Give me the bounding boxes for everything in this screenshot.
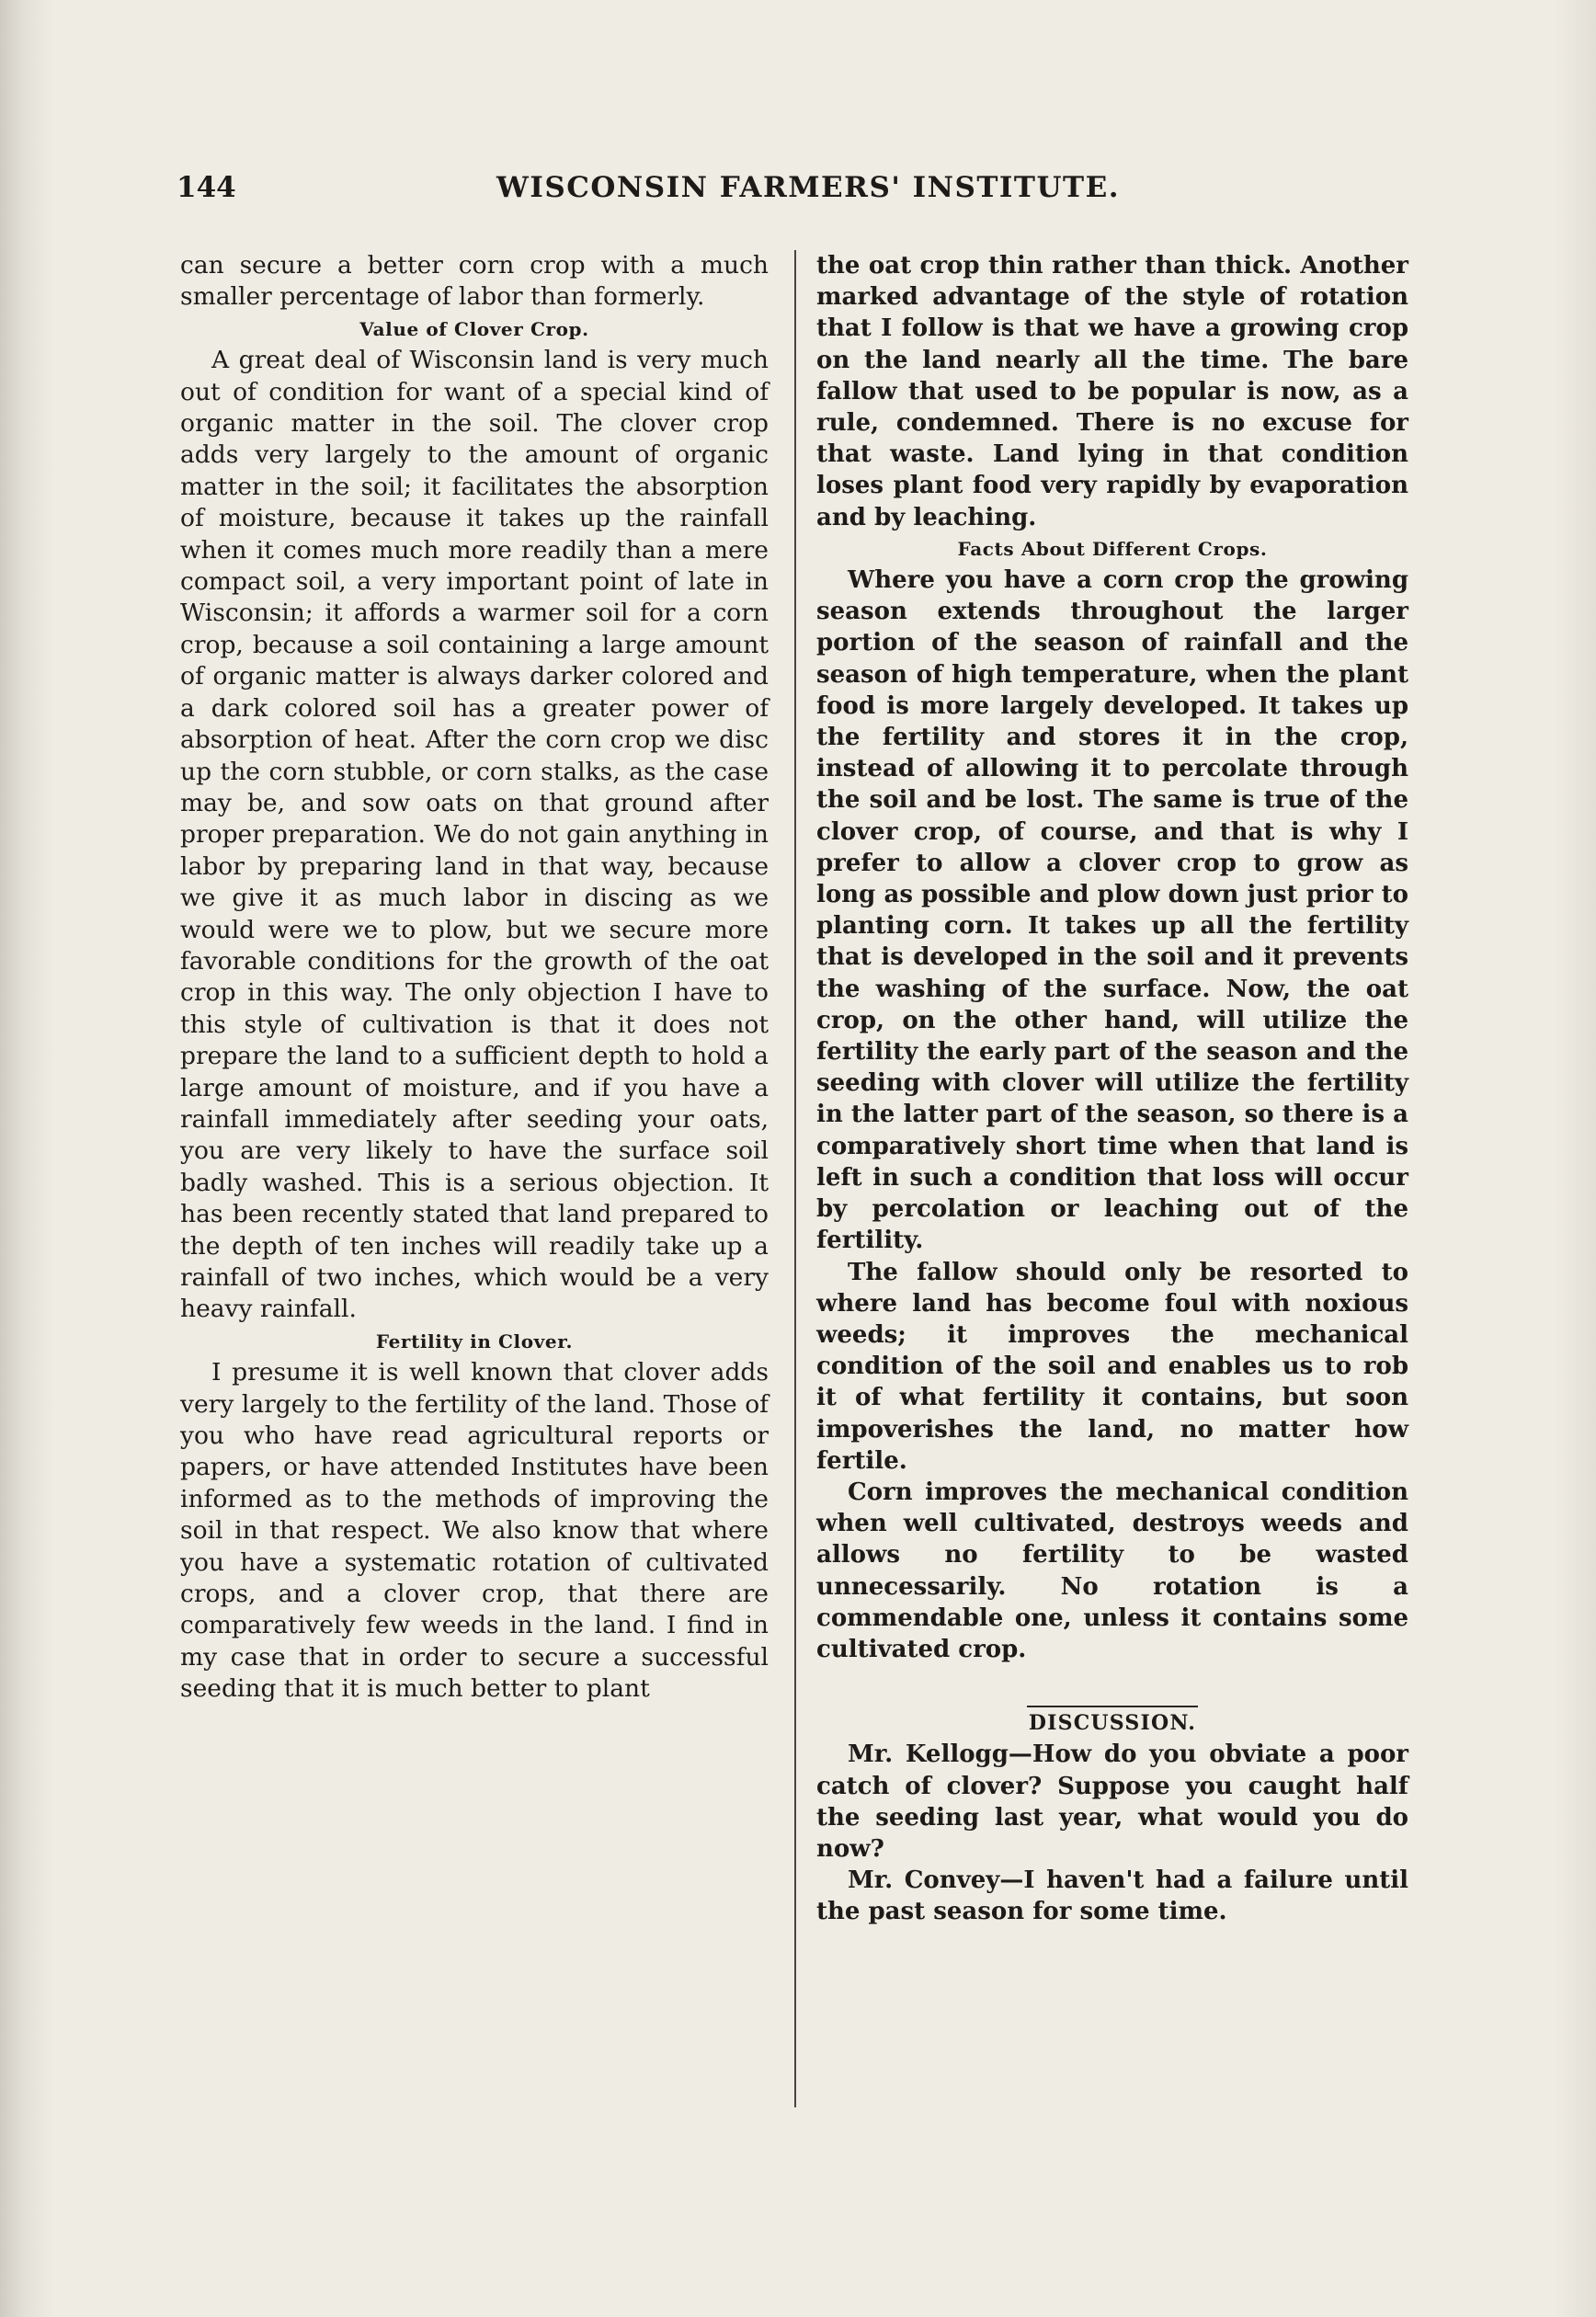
- column-divider: [794, 250, 796, 2107]
- section-heading-facts-about-different-crops: Facts About Different Crops.: [957, 537, 1268, 560]
- right-column: [816, 250, 1408, 1928]
- left-paragraph-1: can secure a better corn crop with a much smaller percentage of labor than formerly.: [180, 251, 769, 312]
- right-paragraph-5: Mr. Kellogg—How do you obviate a poor catch of clover? Suppose you caught half the seeding last year, what would you do now?: [816, 1741, 1408, 1863]
- running-head: WISCONSIN FARMERS' INSTITUTE.: [496, 171, 1121, 204]
- left-paragraph-2: A great deal of Wisconsin land is very much out of condition for want of a special kind of organic matter in the soil. The clover crop adds very largely to the amount of organic matter in the soil; it facilitates the absorption of moisture, because it takes up the rainfall when it comes much more readily than a mere compact soil, a very important point of late in Wisconsin; it affords a warmer soil for a corn crop, because a soil containing a large amount of organic matter is always darker colored and a dark colored soil has a greater power of absorption of heat. After the corn crop we disc up the corn stubble, or corn stalks, as the case may be, and sow oats on that ground after proper preparation. We do not gain anything in labor by preparing land in that way, because we give it as much labor in discing as we would were we to plow, but we secure more favorable conditions for the growth of the oat crop in this way. The only objection I have to this style of cultivation is that it does not prepare the land to a sufficient depth to hold a large amount of moisture, and if you have a rainfall immediately after seeding your oats, you are very likely to have the surface soil badly washed. This is a serious objection. It has been recently stated that land prepared to the depth of ten inches will readily take up a rainfall of two inches, which would be a very heavy rainfall.: [180, 346, 769, 1324]
- right-paragraph-4: Corn improves the mechanical condition when well cultivated, destroys weeds and allows no fertility to be wasted unnecessarily. No rotation is a commendable one, unless it contains some cultivated crop.: [816, 1478, 1408, 1663]
- left-paragraph-3: I presume it is well known that clover adds very largely to the fertility of the land. Those of you who have read agricultural reports or papers, or have attended Institutes have been informed as to the methods of improving the soil in that respect. We also know that where you have a systematic rotation of cultivated crops, and a clover crop, that there are comparatively few weeds in the land. I find in my case that in order to secure a successful seeding that it is much better to plant: [180, 1358, 769, 1704]
- section-heading-value-of-clover-crop: Value of Clover Crop.: [359, 317, 589, 340]
- section-heading-discussion: DISCUSSION.: [1028, 1711, 1197, 1736]
- page-number: 144: [177, 171, 236, 204]
- right-paragraph-1: the oat crop thin rather than thick. Another marked advantage of the style of rotation that I follow is that we have a growing crop on the land nearly all the time. The bare fallow that used to be popular is now, as a rule, condemned. There is no excuse for that waste. Land lying in that condition loses plant food very rapidly by evaporation and by leaching.: [816, 252, 1408, 531]
- section-heading-fertility-in-clover: Fertility in Clover.: [375, 1330, 574, 1353]
- left-column: [180, 250, 769, 1706]
- right-paragraph-3: The fallow should only be resorted to where land has become foul with noxious weeds; it improves the mechanical condition of the soil and enables us to rob it of what fertility it contains, but soon impoverishes the land, no matter how fertile.: [816, 1258, 1408, 1475]
- right-paragraph-2: Where you have a corn crop the growing season extends throughout the larger portion of the season of rainfall and the season of high temperature, when the plant food is more largely developed. It takes up the fertility and stores it in the crop, instead of allowing it to percolate through the soil and be lost. The same is true of the clover crop, of course, and that is why I prefer to allow a clover crop to grow as long as possible and plow down just prior to planting corn. It takes up all the fertility that is developed in the soil and it prevents the washing of the surface. Now, the oat crop, on the other hand, will utilize the fertility the early part of the season and the seeding with clover will utilize the fertility in the latter part of the season, so there is a comparatively short time when that land is left in such a condition that loss will occur by percolation or leaching out of the fertility.: [816, 566, 1408, 1255]
- right-paragraph-6: Mr. Convey—I haven't had a failure until the past season for some time.: [816, 1866, 1408, 1926]
- page-header: [177, 171, 1408, 217]
